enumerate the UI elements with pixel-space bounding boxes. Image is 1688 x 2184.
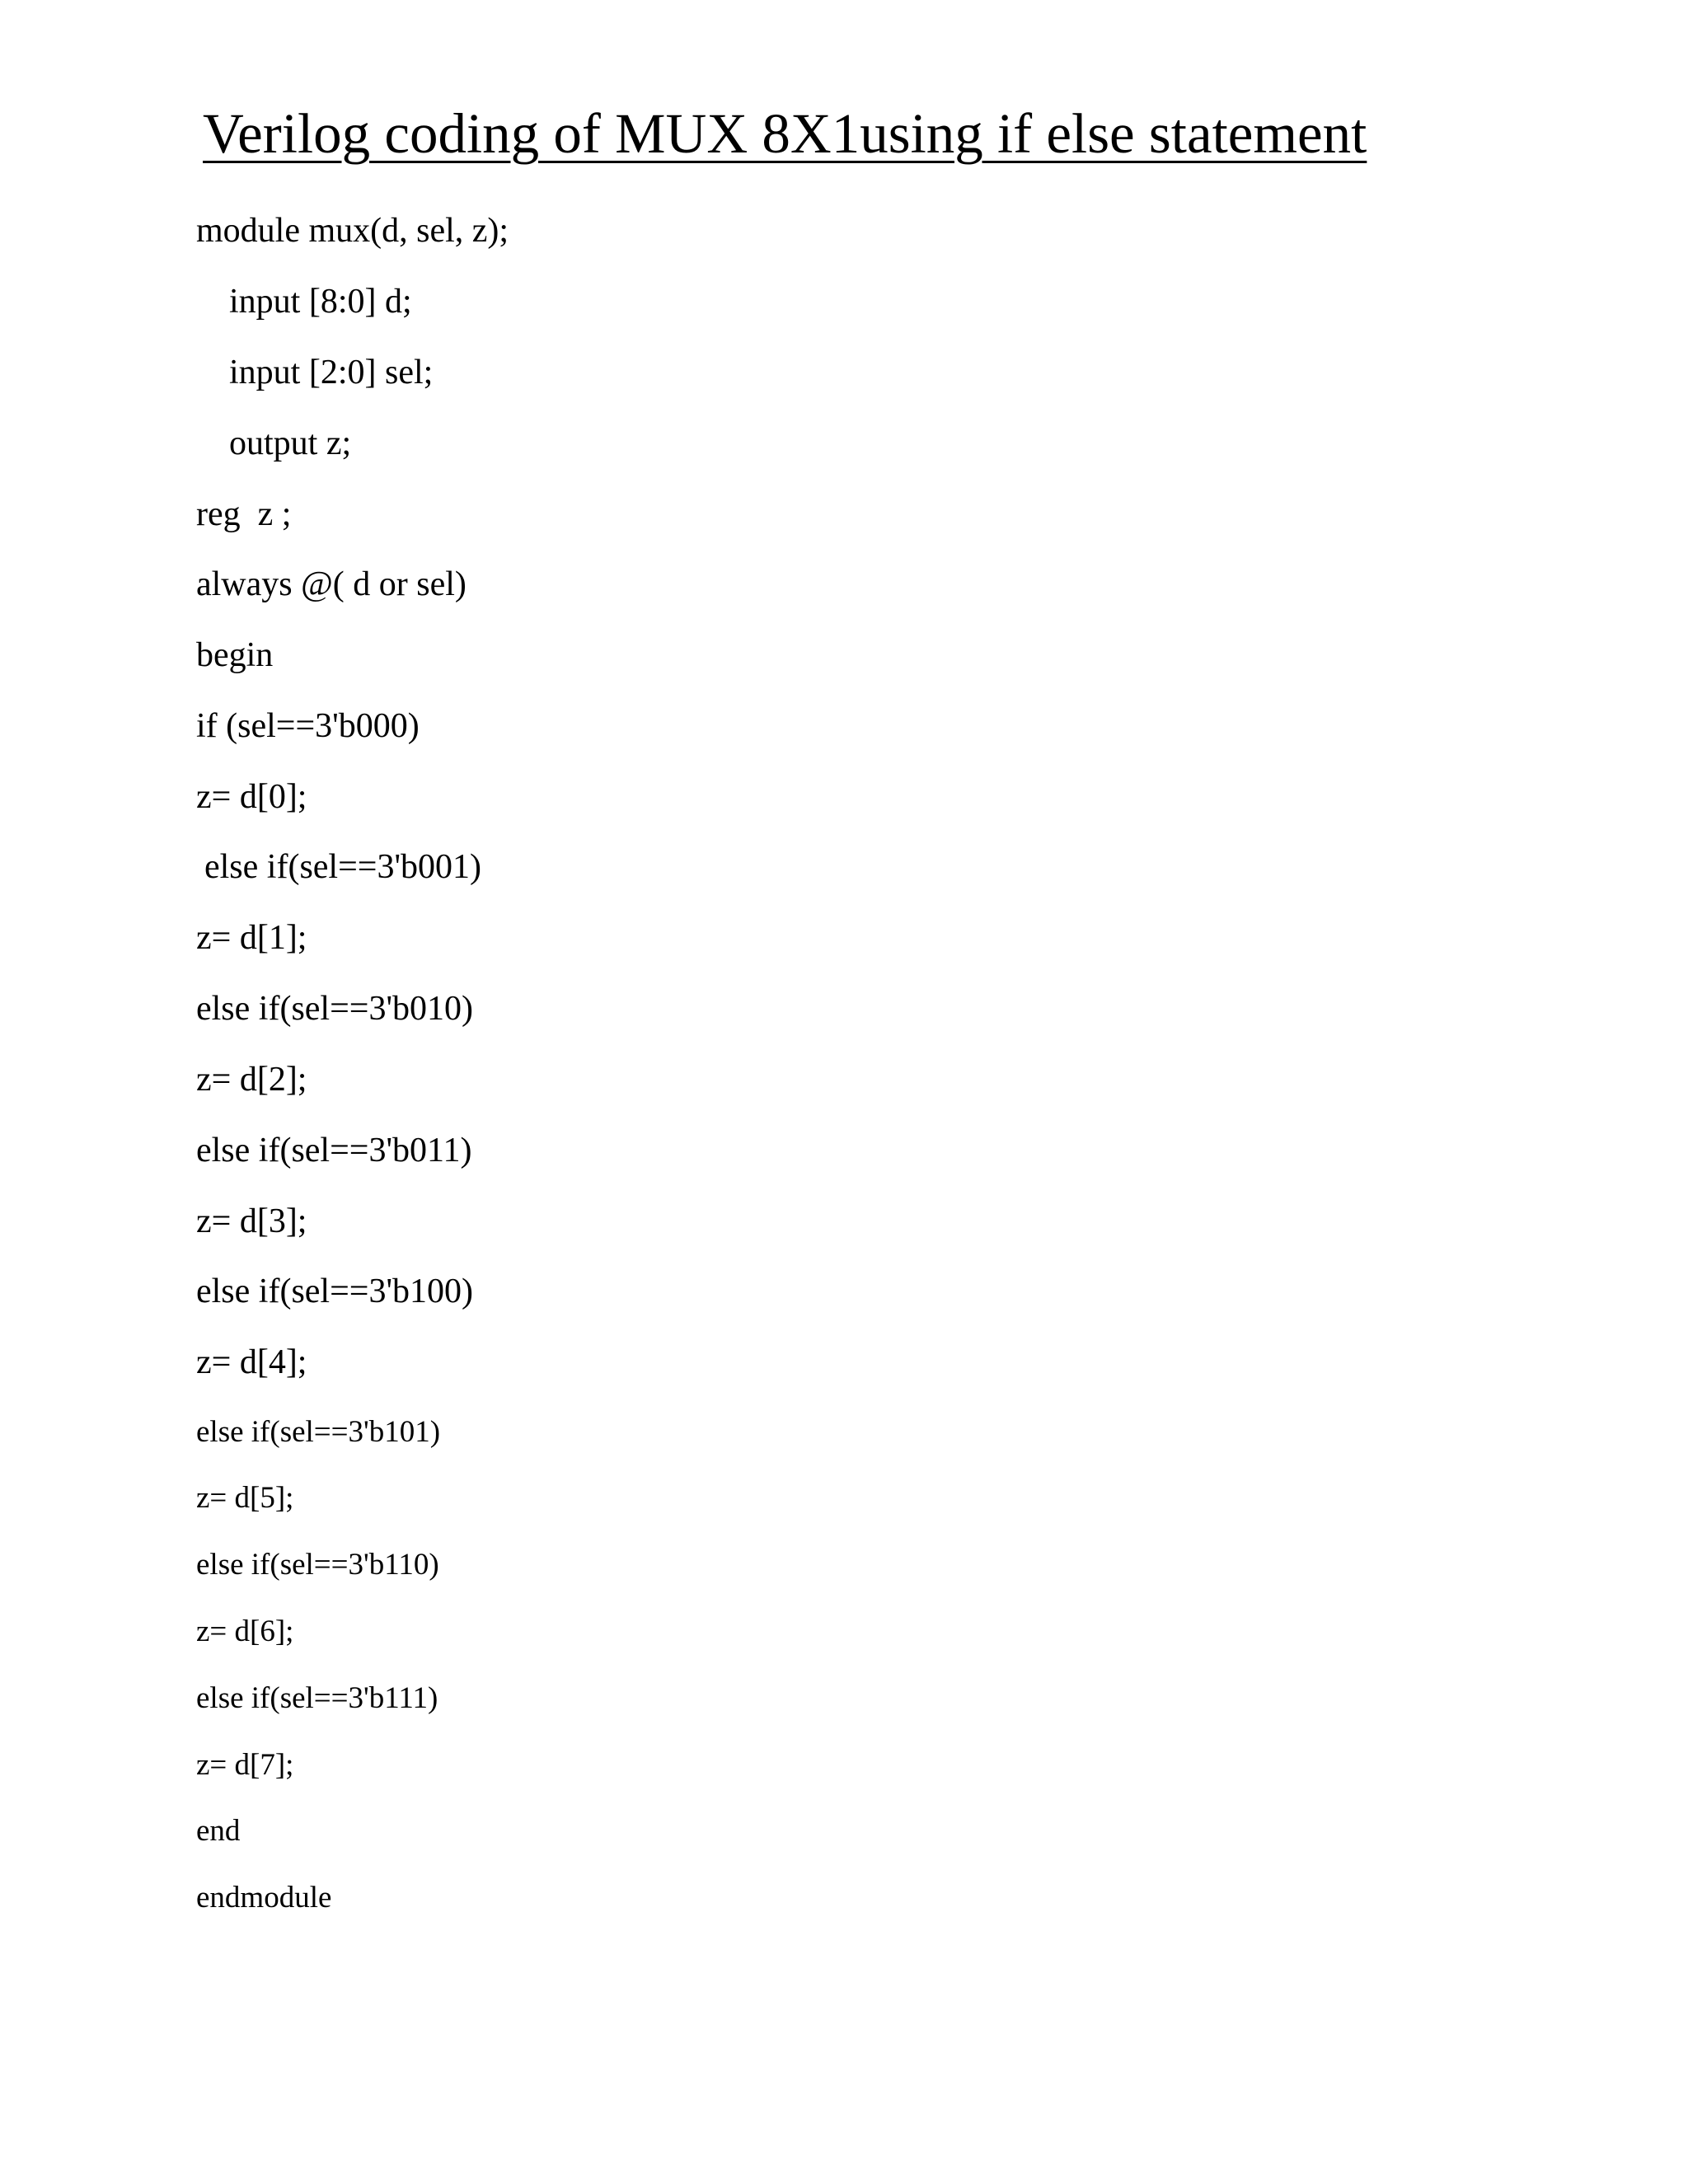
code-line: else if(sel==3'b001): [204, 848, 482, 886]
code-line: output z;: [229, 424, 352, 462]
code-line: z= d[6];: [196, 1615, 294, 1648]
code-line: z= d[7];: [196, 1748, 294, 1782]
code-line: else if(sel==3'b011): [196, 1132, 472, 1169]
code-line: input [2:0] sel;: [229, 354, 434, 391]
code-line: else if(sel==3'b010): [196, 990, 474, 1028]
code-line: if (sel==3'b000): [196, 707, 420, 745]
code-line: z= d[4];: [196, 1343, 307, 1381]
code-line: else if(sel==3'b110): [196, 1548, 439, 1582]
code-line: else if(sel==3'b111): [196, 1681, 438, 1715]
code-line: input [8:0] d;: [229, 283, 412, 321]
code-line: z= d[2];: [196, 1061, 307, 1099]
code-line: z= d[0];: [196, 778, 307, 816]
document-title: Verilog coding of MUX 8X1using if else statement: [203, 102, 1367, 165]
code-line: begin: [196, 636, 274, 674]
code-line: reg z ;: [196, 495, 292, 533]
code-line: end: [196, 1814, 241, 1848]
code-line: endmodule: [196, 1881, 332, 1915]
code-line: z= d[1];: [196, 919, 307, 957]
code-line: z= d[5];: [196, 1481, 294, 1515]
code-line: always @( d or sel): [196, 565, 467, 603]
code-line: module mux(d, sel, z);: [196, 212, 509, 250]
code-line: else if(sel==3'b101): [196, 1415, 441, 1449]
code-line: else if(sel==3'b100): [196, 1272, 474, 1310]
code-line: z= d[3];: [196, 1202, 307, 1240]
